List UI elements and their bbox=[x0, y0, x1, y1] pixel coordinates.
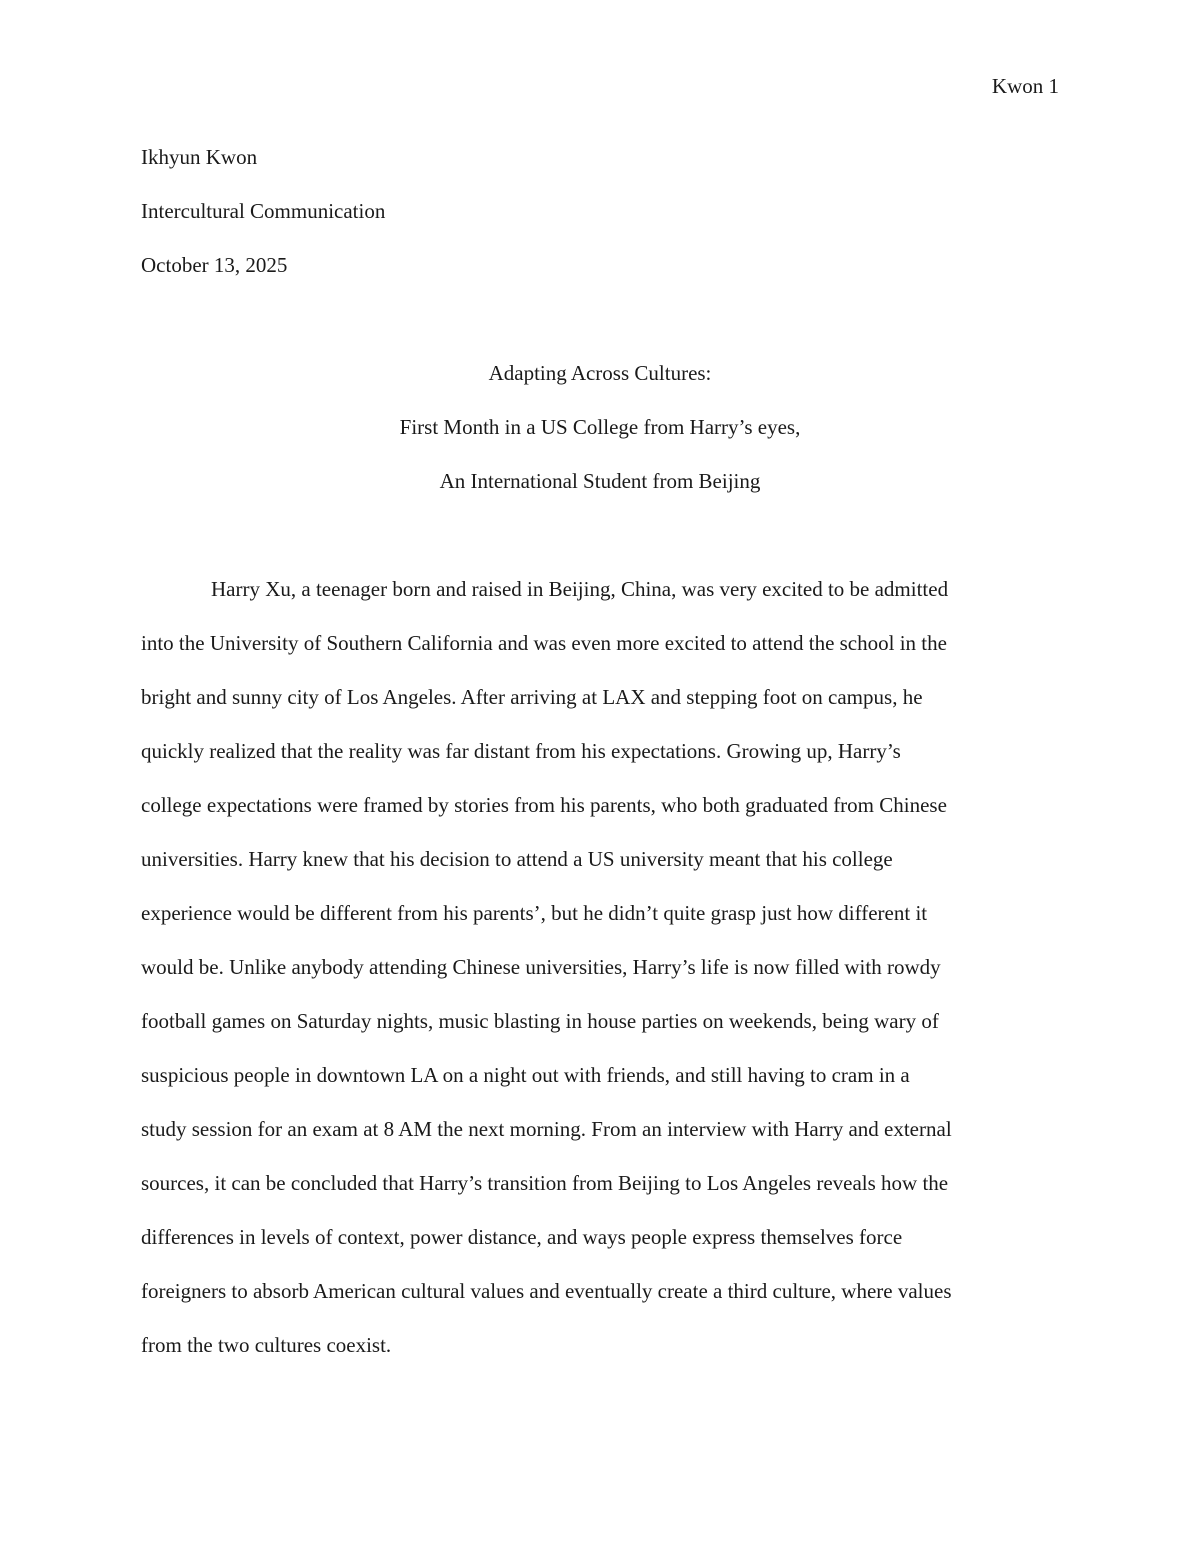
running-head: Kwon 1 bbox=[991, 74, 1059, 98]
author-name: Ikhyun Kwon bbox=[141, 145, 258, 169]
body-line: study session for an exam at 8 AM the next morning. From an interview with Harry and external bbox=[141, 1117, 952, 1141]
body-line: bright and sunny city of Los Angeles. After arriving at LAX and stepping foot on campus, he bbox=[141, 685, 923, 709]
title-line-2: First Month in a US College from Harry’s eyes, bbox=[399, 415, 801, 439]
course-name: Intercultural Communication bbox=[141, 199, 386, 223]
date: October 13, 2025 bbox=[141, 253, 288, 277]
body-line: universities. Harry knew that his decision to attend a US university meant that his college bbox=[141, 847, 893, 871]
body-line: would be. Unlike anybody attending Chinese universities, Harry’s life is now filled with rowdy bbox=[141, 955, 941, 979]
body-line: foreigners to absorb American cultural values and eventually create a third culture, where values bbox=[141, 1279, 952, 1303]
body-line: experience would be different from his parents’, but he didn’t quite grasp just how different it bbox=[141, 901, 928, 925]
body-line: sources, it can be concluded that Harry’s transition from Beijing to Los Angeles reveals how the bbox=[141, 1171, 949, 1195]
body-line: football games on Saturday nights, music blasting in house parties on weekends, being wary of bbox=[141, 1009, 939, 1033]
body-line: suspicious people in downtown LA on a night out with friends, and still having to cram in a bbox=[141, 1063, 910, 1087]
body-line: from the two cultures coexist. bbox=[141, 1333, 392, 1357]
body-line: Harry Xu, a teenager born and raised in Beijing, China, was very excited to be admitted bbox=[211, 577, 949, 601]
body-line: college expectations were framed by stories from his parents, who both graduated from Chinese bbox=[141, 793, 947, 817]
body-line: into the University of Southern California and was even more excited to attend the school in the bbox=[141, 631, 947, 655]
body-line: quickly realized that the reality was far distant from his expectations. Growing up, Harry’s bbox=[141, 739, 901, 763]
title-line-3: An International Student from Beijing bbox=[439, 469, 761, 493]
title-line-1: Adapting Across Cultures: bbox=[488, 361, 712, 385]
body-line: differences in levels of context, power distance, and ways people express themselves force bbox=[141, 1225, 903, 1249]
